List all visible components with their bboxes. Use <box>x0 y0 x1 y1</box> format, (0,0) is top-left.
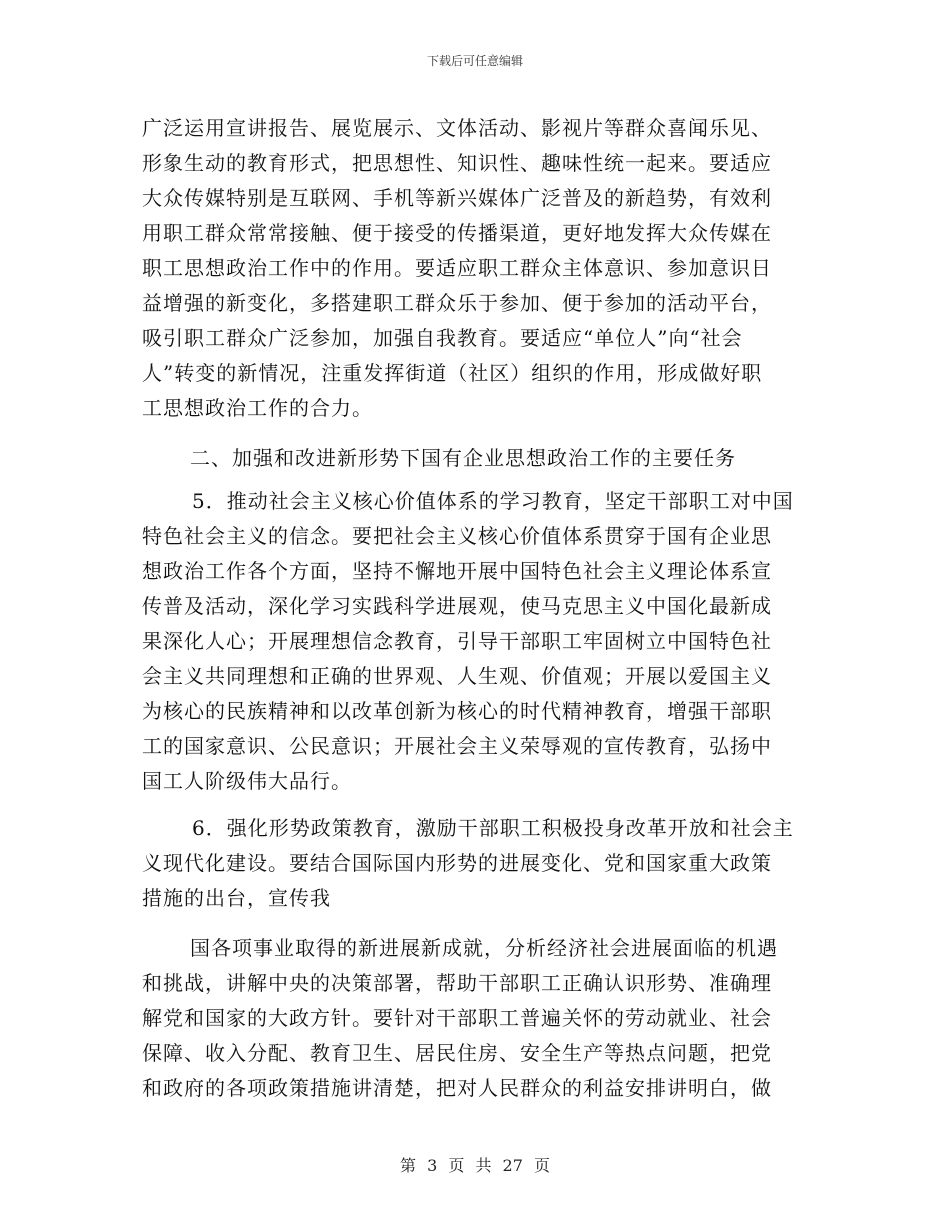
body-line: 用职工群众常常接触、便于接受的传播渠道，更好地发挥大众传媒在 <box>142 221 772 245</box>
body-line: 国各项事业取得的新进展新成就，分析经济社会进展面临的机遇 <box>190 936 778 960</box>
body-line: 特色社会主义的信念。要把社会主义核心价值体系贯穿于国有企业思 <box>142 524 772 548</box>
body-line: 想政治工作各个方面，坚持不懈地开展中国特色社会主义理论体系宣 <box>142 559 772 583</box>
body-line: 工思想政治工作的合力。 <box>142 396 373 420</box>
body-line: 吸引职工群众广泛参加，加强自我教育。要适应“单位人”向“社会 <box>142 326 743 350</box>
body-line: 传普及活动，深化学习实践科学进展观，使马克思主义中国化最新成 <box>142 594 772 618</box>
section-heading: 二、加强和改进新形势下国有企业思想政治工作的主要任务 <box>190 446 736 470</box>
body-line: 会主义共同理想和正确的世界观、人生观、价值观；开展以爱国主义 <box>142 664 772 688</box>
body-line: 保障、收入分配、教育卫生、居民住房、安全生产等热点问题，把党 <box>142 1041 772 1065</box>
page-header: 下载后可任意编辑 <box>426 54 523 68</box>
body-line: 果深化人心；开展理想信念教育，引导干部职工牢固树立中国特色社 <box>142 629 772 653</box>
body-line: 和政府的各项政策措施讲清楚，把对人民群众的利益安排讲明白，做 <box>142 1076 772 1100</box>
body-line: 形象生动的教育形式，把思想性、知识性、趣味性统一起来。要适应 <box>142 151 772 175</box>
body-line: 措施的出台，宣传我 <box>142 886 331 910</box>
body-line: 大众传媒特别是互联网、手机等新兴媒体广泛普及的新趋势，有效利 <box>142 186 772 210</box>
body-line: 义现代化建设。要结合国际国内形势的进展变化、党和国家重大政策 <box>142 851 772 875</box>
page-number-footer: 第 3 页 共 27 页 <box>400 1156 550 1175</box>
body-line: 为核心的民族精神和以改革创新为核心的时代精神教育，增强干部职 <box>142 699 772 723</box>
body-line: 6．强化形势政策教育，激励干部职工积极投身改革开放和社会主 <box>192 816 794 840</box>
body-line: 人”转变的新情况，注重发挥街道（社区）组织的作用，形成做好职 <box>142 361 763 385</box>
body-line: 和挑战，讲解中央的决策部署，帮助干部职工正确认识形势、准确理 <box>142 971 772 995</box>
body-line: 职工思想政治工作中的作用。要适应职工群众主体意识、参加意识日 <box>142 256 772 280</box>
body-line: 解党和国家的大政方针。要针对干部职工普遍关怀的劳动就业、社会 <box>142 1006 772 1030</box>
body-line: 国工人阶级伟大品行。 <box>142 769 352 793</box>
body-line: 广泛运用宣讲报告、展览展示、文体活动、影视片等群众喜闻乐见、 <box>142 116 772 140</box>
body-line: 5．推动社会主义核心价值体系的学习教育，坚定干部职工对中国 <box>192 489 794 513</box>
body-line: 工的国家意识、公民意识；开展社会主义荣辱观的宣传教育，弘扬中 <box>142 734 772 758</box>
body-line: 益增强的新变化，多搭建职工群众乐于参加、便于参加的活动平台， <box>142 291 772 315</box>
